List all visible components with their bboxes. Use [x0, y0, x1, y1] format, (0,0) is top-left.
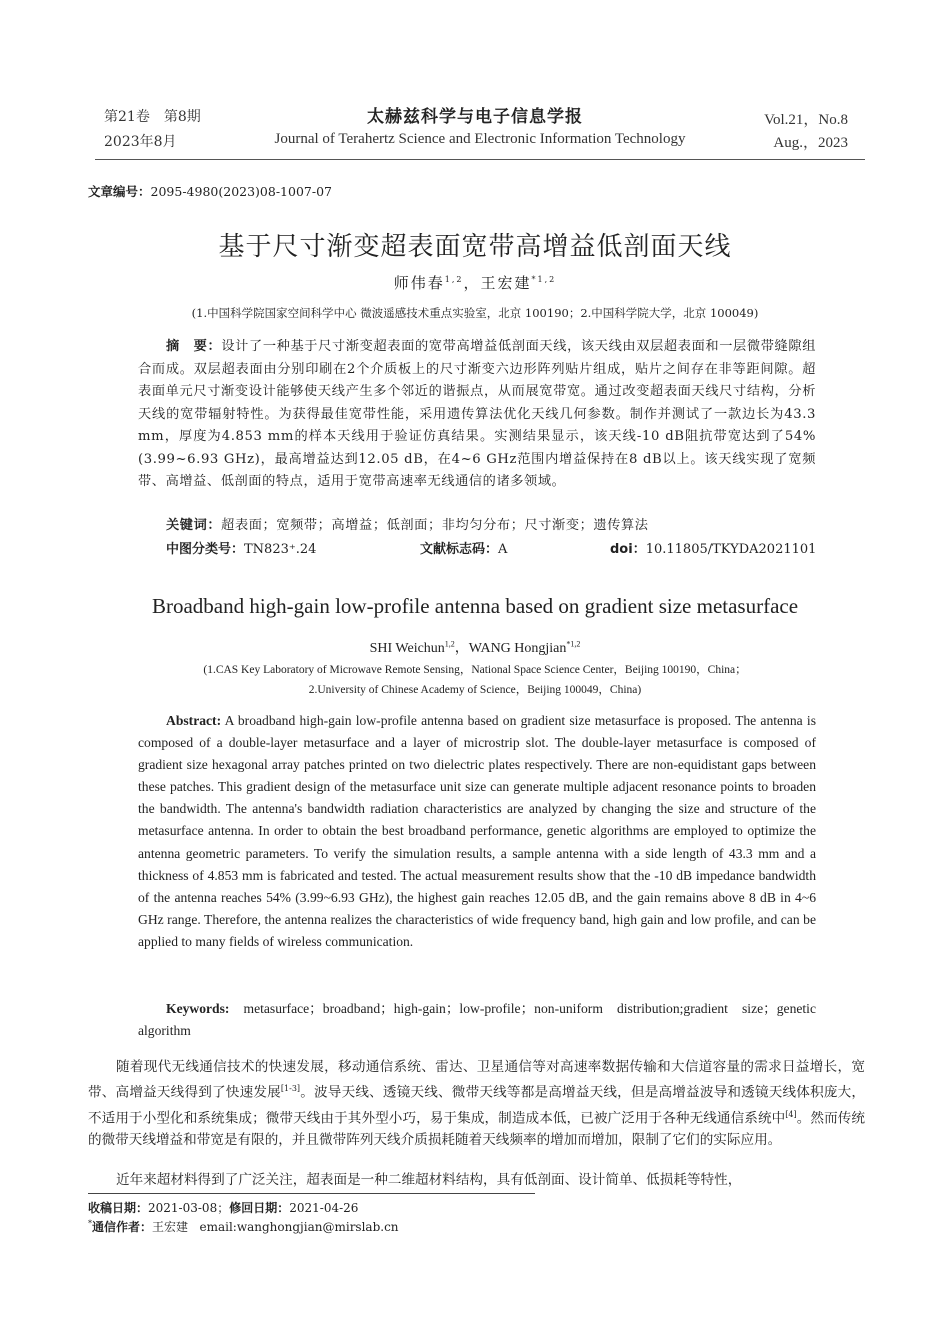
corr-name: 王宏建	[152, 1220, 189, 1234]
doc-code-label: 文献标志码：	[420, 542, 499, 557]
body-paragraph-1	[88, 1057, 865, 1151]
author-2-en: ，WANG Hongjian	[454, 641, 567, 656]
abstract-en-text: A broadband high-gain low-profile antenna based on gradient size metasurface is proposed. The antenna is composed of a double-layer metasurface and a layer of microstrip slot. The double-layer metasurface is composed of gradient size hexagonal array patches printed on two dielectric plates respectively. There are non-equidistant gaps between these patches. This gradient design of the metasurface unit size can generate multiple adjacent resonance points to broaden the bandwidth. The antenna's bandwidth radiation characteristics are analyzed by changing the size and structure of the metasurface antenna. In order to obtain the best broadband performance, genetic algorithms are employed to optimize the antenna geometric parameters. To verify the simulation results, a sample antenna with a side length of 43.3 mm and a thickness of 4.853 mm is fabricated and tested. The actual measurement results show that the -10 dB impedance bandwidth of the antenna reaches 54% (3.99~6.93 GHz), the highest gain reaches 12.05 dB, and the gain remains above 8 dB in 4~6 GHz range. Therefore, the antenna realizes the characteristics of wide frequency band, high gain and low profile, and can be applied to many fields of wireless communication.	[138, 713, 816, 949]
author-1-en: SHI Weichun	[369, 641, 445, 656]
body-p1-ref2: [4]	[785, 1109, 797, 1119]
body-p1-b: 。波导天线、透镜天线、微带天线等都是高增益天线，但是高增益波导和透镜天线体积庞大，不适用于小型化和系统集成；微带天线由于其外型小巧，易于集成，制造成本低，已被广泛用于各种无线通信系统中	[88, 1084, 866, 1127]
keywords-en-text: metasurface；broadband；high-gain；low-profile；non-uniform distribution;gradient size；genetic algorithm	[138, 1001, 816, 1039]
body-p1-ref1: [1-3]	[280, 1084, 301, 1094]
title-en: Broadband high-gain low-profile antenna based on gradient size metasurface	[151, 594, 799, 618]
author-1-cn: 师伟春	[393, 274, 445, 292]
journal-title-en: Journal of Terahertz Science and Electronic Information Technology	[274, 131, 686, 147]
abstract-cn-label: 摘 要：	[166, 339, 222, 354]
article-number-value: 2095-4980(2023)08-1007-07	[150, 184, 332, 199]
body-p1-a: 随着现代无线通信技术的快速发展，移动通信系统、雷达、卫星通信等对高速率数据传输和大信道容量的需求日益增长，宽带、高增益天线得到了快速发展	[88, 1059, 865, 1101]
received-date	[88, 1199, 358, 1216]
journal-title-cn: 太赫兹科学与电子信息学报	[367, 107, 583, 127]
affiliation-en-2: 2.University of Chinese Academy of Science，Beijing 100049，China)	[308, 684, 642, 696]
revised-label: 修回日期：	[229, 1201, 290, 1215]
keywords-cn-text: 超表面；宽频带；高增益；低剖面；非均匀分布；尺寸渐变；遗传算法	[221, 518, 649, 533]
volume-issue: 第21卷 第8期	[104, 109, 201, 125]
corr-label: 通信作者：	[92, 1220, 153, 1234]
doi-label: doi：	[610, 542, 646, 557]
affiliations-cn: (1.中国科学院国家空间科学中心 微波遥感技术重点实验室，北京 100190；2.中国科学院大学，北京 100049)	[191, 306, 759, 320]
affiliation-en-1: (1.CAS Key Laboratory of Microwave Remote Sensing，National Space Science Center，Beijing 100190，China；	[203, 664, 747, 676]
body-p1-c: 。然而传统的微带天线增益和带宽是有限的，并且微带阵列天线介质损耗随着天线频率的增加而增加，限制了它们的实际应用。	[88, 1110, 866, 1148]
doc-code-value: A	[498, 542, 508, 557]
corr-mark: *	[88, 1219, 92, 1228]
doi	[610, 538, 816, 557]
author-1-en-sup: 1,2	[444, 639, 455, 649]
clc-value: TN823⁺.24	[244, 542, 317, 557]
classification-code	[166, 538, 316, 557]
abstract-en	[138, 710, 816, 953]
keywords-cn-label: 关键词：	[166, 518, 222, 533]
article-number	[88, 182, 332, 200]
authors-en	[0, 637, 950, 657]
authors-cn	[0, 272, 950, 293]
keywords-en	[138, 998, 816, 1042]
corresponding-author	[88, 1218, 399, 1235]
author-1-cn-sup: 1,2	[444, 275, 464, 284]
received-value: 2021-03-08；	[148, 1201, 230, 1215]
author-2-cn: ，王宏建	[463, 274, 532, 292]
document-code	[420, 538, 507, 557]
revised-value: 2021-04-26	[289, 1201, 359, 1215]
keywords-en-label: Keywords:	[166, 1001, 230, 1016]
article-number-label: 文章编号：	[88, 184, 151, 199]
date-en: Aug.，2023	[773, 135, 848, 151]
date-cn: 2023年8月	[104, 134, 177, 150]
clc-label: 中图分类号：	[166, 542, 245, 557]
body-paragraph-2: 近年来超材料得到了广泛关注，超表面是一种二维超材料结构，具有低剖面、设计简单、低损耗等特性，	[116, 1172, 742, 1188]
footnote-rule	[88, 1193, 535, 1194]
doi-value: 10.11805/TKYDA2021101	[645, 542, 817, 557]
author-2-en-sup: *1,2	[566, 639, 581, 649]
received-label: 收稿日期：	[88, 1201, 149, 1215]
author-2-cn-sup: *1,2	[531, 275, 557, 284]
corr-email[interactable]: email:wanghongjian@mirslab.cn	[199, 1220, 399, 1234]
header-rule	[95, 159, 865, 160]
abstract-cn-text: 设计了一种基于尺寸渐变超表面的宽带高增益低剖面天线，该天线由双层超表面和一层微带缝隙组合而成。双层超表面由分别印刷在2个介质板上的尺寸渐变六边形阵列贴片组成，贴片之间存在非等距间隙。超表面单元尺寸渐变设计能够使天线产生多个邻近的谐振点，从而展宽带宽。通过改变超表面天线尺寸结构，分析天线的宽带辐射特性。为获得最佳宽带性能，采用遗传算法优化天线几何参数。制作并测试了一款边长为43.3 mm，厚度为4.853 mm的样本天线用于验证仿真结果。实测结果显示，该天线-10 dB阻抗带宽达到了54%(3.99~6.93 GHz)，最高增益达到12.05 dB，在4~6 GHz范围内增益保持在8 dB以上。该天线实现了宽频带、高增益、低剖面的特点，适用于宽带高速率无线通信的诸多领域。	[138, 339, 816, 489]
abstract-cn	[138, 336, 816, 494]
abstract-en-label: Abstract:	[166, 713, 222, 728]
title-cn: 基于尺寸渐变超表面宽带高增益低剖面天线	[218, 232, 732, 262]
keywords-cn	[166, 514, 649, 533]
volume-en: Vol.21，No.8	[764, 112, 848, 128]
